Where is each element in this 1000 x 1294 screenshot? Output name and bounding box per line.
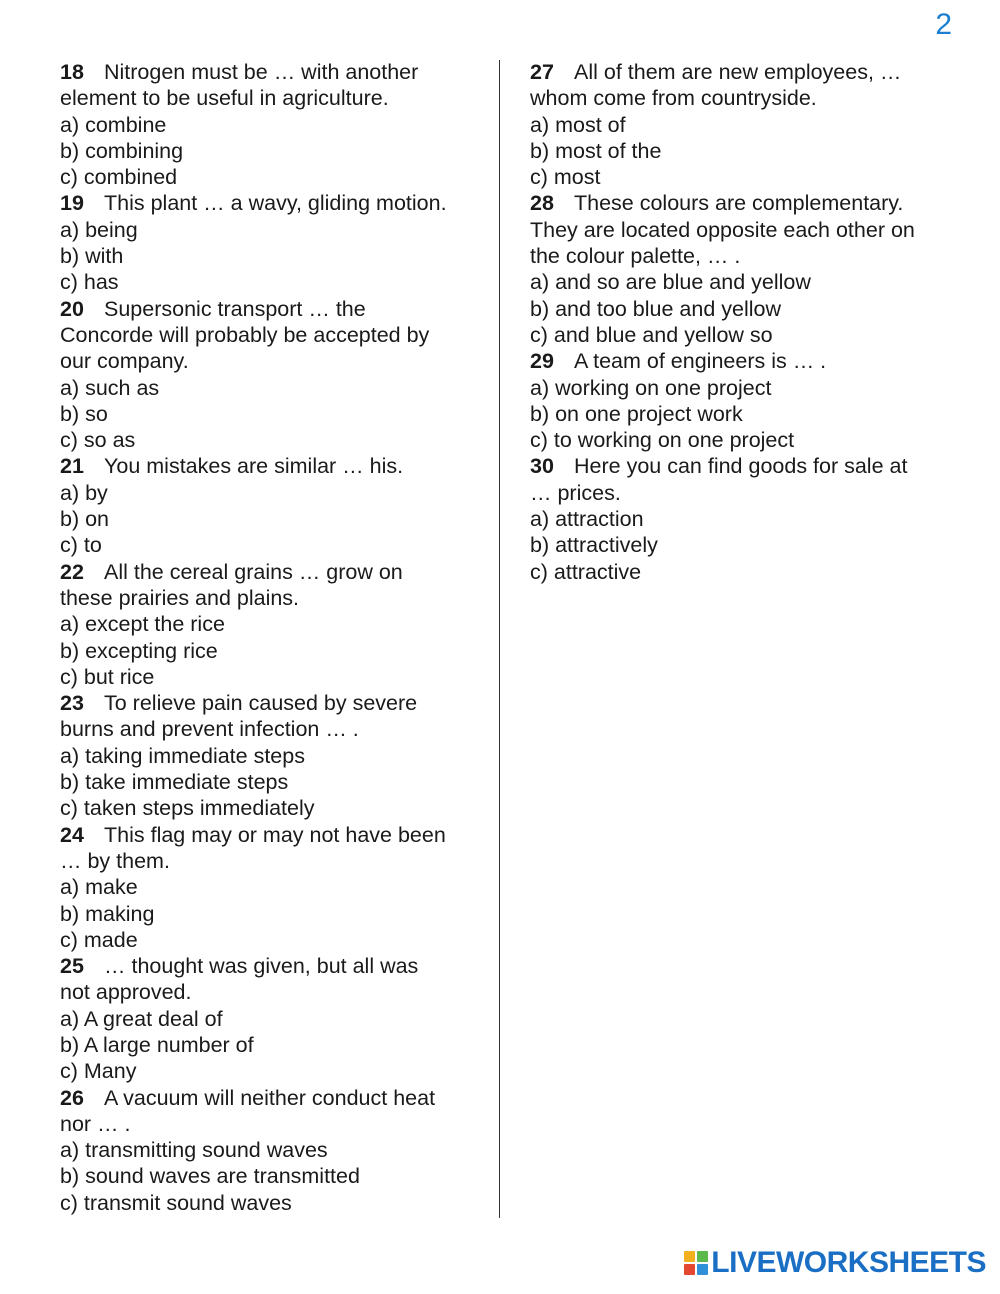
answer-option[interactable]: c) to working on one project [530,428,795,453]
answer-option[interactable]: b) so [60,401,108,426]
question-stem [530,453,950,479]
question-number: 19 [60,191,84,216]
question-block [60,690,490,821]
question-number: 25 [60,954,84,979]
answer-option[interactable]: a) and so are blue and yellow [530,270,811,295]
question-stem [530,348,950,374]
answer-option[interactable]: c) so as [60,428,136,453]
question-stem-continued [60,979,490,1005]
answer-option[interactable]: c) and blue and yellow so [530,322,773,347]
answer-option[interactable]: b) A large number of [60,1032,254,1057]
question-number: 20 [60,296,84,321]
question-text: This plant … a wavy, gliding motion. [104,191,447,216]
question-block [60,296,490,454]
answer-option[interactable]: a) most of [530,112,626,137]
question-stem-continued [60,716,490,742]
question-stem [60,59,490,85]
logo-square [697,1264,708,1275]
question-text: A vacuum will neither conduct heat [104,1085,436,1110]
question-stem [530,59,950,85]
question-stem [60,822,490,848]
answer-option[interactable]: c) transmit sound waves [60,1190,292,1215]
answer-option[interactable]: b) attractively [530,533,658,558]
answer-option[interactable]: a) combine [60,112,167,137]
question-number: 18 [60,60,84,84]
question-text: Concorde will probably be accepted by [60,322,430,347]
answer-option[interactable]: c) to [60,533,102,558]
answer-option[interactable]: a) A great deal of [60,1006,223,1031]
question-block [60,559,490,690]
question-text: … thought was given, but all was [104,954,419,979]
question-text: You mistakes are similar … his. [104,454,404,479]
question-stem [60,190,490,216]
answer-option[interactable]: a) transmitting sound waves [60,1138,328,1163]
question-number: 21 [60,454,84,479]
answer-option[interactable]: b) take immediate steps [60,770,289,795]
question-text: To relieve pain caused by severe [104,691,418,716]
question-text: All the cereal grains … grow on [104,559,403,584]
answer-option[interactable]: c) made [60,927,138,952]
answer-option[interactable]: b) and too blue and yellow [530,296,782,321]
answer-option[interactable]: b) on one project work [530,401,743,426]
question-block [530,453,950,584]
answer-option[interactable]: a) being [60,217,138,242]
answer-option[interactable]: b) most of the [530,138,662,163]
question-stem [60,453,490,479]
question-block [530,190,950,348]
logo-text: LIVEWORKSHEETS [711,1246,986,1279]
question-block [60,453,490,558]
question-text: not approved. [60,980,192,1005]
question-text: these prairies and plains. [60,585,300,610]
question-text: … prices. [530,480,621,505]
question-text: nor … . [60,1111,131,1136]
question-block [530,59,950,190]
question-stem-continued [60,322,490,348]
question-text: This flag may or may not have been [104,822,446,847]
question-stem-continued [530,243,950,269]
answer-option[interactable]: a) make [60,875,138,900]
page-number: 2 [935,8,952,41]
question-number: 23 [60,691,84,716]
question-stem [60,1085,490,1111]
question-text: the colour palette, … . [530,244,741,269]
question-number: 24 [60,822,84,847]
question-stem [60,953,490,979]
liveworksheets-logo[interactable] [684,1246,986,1280]
logo-square [697,1251,708,1262]
logo-square [684,1264,695,1275]
question-number: 27 [530,60,554,84]
question-stem-continued [60,585,490,611]
answer-option[interactable]: c) has [60,270,119,295]
question-text: Nitrogen must be … with another [104,60,419,84]
question-text: A team of engineers is … . [574,349,827,374]
question-number: 22 [60,559,84,584]
question-text: These colours are complementary. [574,191,904,216]
question-text: burns and prevent infection … . [60,717,359,742]
question-text: our company. [60,349,189,374]
answer-option[interactable]: c) taken steps immediately [60,796,315,821]
question-number: 30 [530,454,554,479]
question-number: 26 [60,1085,84,1110]
answer-option[interactable]: a) such as [60,375,160,400]
logo-square [684,1251,695,1262]
question-number: 28 [530,191,554,216]
answer-option[interactable]: b) making [60,901,155,926]
question-text: … by them. [60,848,170,873]
question-number: 29 [530,349,554,374]
answer-option[interactable]: b) sound waves are transmitted [60,1164,360,1189]
question-stem-continued [530,217,950,243]
question-block [60,822,490,953]
question-stem [60,559,490,585]
question-stem [60,296,490,322]
answer-option[interactable]: c) combined [60,165,178,190]
right-question-column [530,59,950,585]
answer-option[interactable]: c) attractive [530,559,642,584]
answer-option[interactable]: b) on [60,507,110,532]
answer-option[interactable]: a) by [60,480,108,505]
answer-option[interactable]: a) taking immediate steps [60,743,305,768]
question-text: element to be useful in agriculture. [60,86,389,111]
question-stem [60,690,490,716]
answer-option[interactable]: a) attraction [530,507,644,532]
question-stem-continued [60,348,490,374]
answer-option[interactable]: b) excepting rice [60,638,218,663]
question-text: All of them are new employees, … [574,60,902,84]
question-stem-continued [60,1111,490,1137]
question-stem-continued [530,85,950,111]
question-block [60,190,490,295]
answer-option[interactable]: c) most [530,165,601,190]
question-text: Supersonic transport … the [104,296,366,321]
question-stem-continued [60,848,490,874]
question-block [60,953,490,1084]
answer-option[interactable]: a) working on one project [530,375,772,400]
logo-mark-icon [684,1251,708,1275]
column-divider [499,60,500,1218]
question-block [530,348,950,453]
left-question-column [60,59,490,1216]
question-stem-continued [530,480,950,506]
question-stem-continued [60,85,490,111]
question-text: They are located opposite each other on [530,217,915,242]
question-block [60,1085,490,1216]
answer-option[interactable]: c) Many [60,1059,137,1084]
question-text: Here you can find goods for sale at [574,454,908,479]
answer-option[interactable]: b) with [60,244,124,269]
answer-option[interactable]: c) but rice [60,664,155,689]
question-text: whom come from countryside. [530,86,817,111]
question-block [60,59,490,190]
answer-option[interactable]: b) combining [60,138,184,163]
question-stem [530,190,950,216]
answer-option[interactable]: a) except the rice [60,612,225,637]
